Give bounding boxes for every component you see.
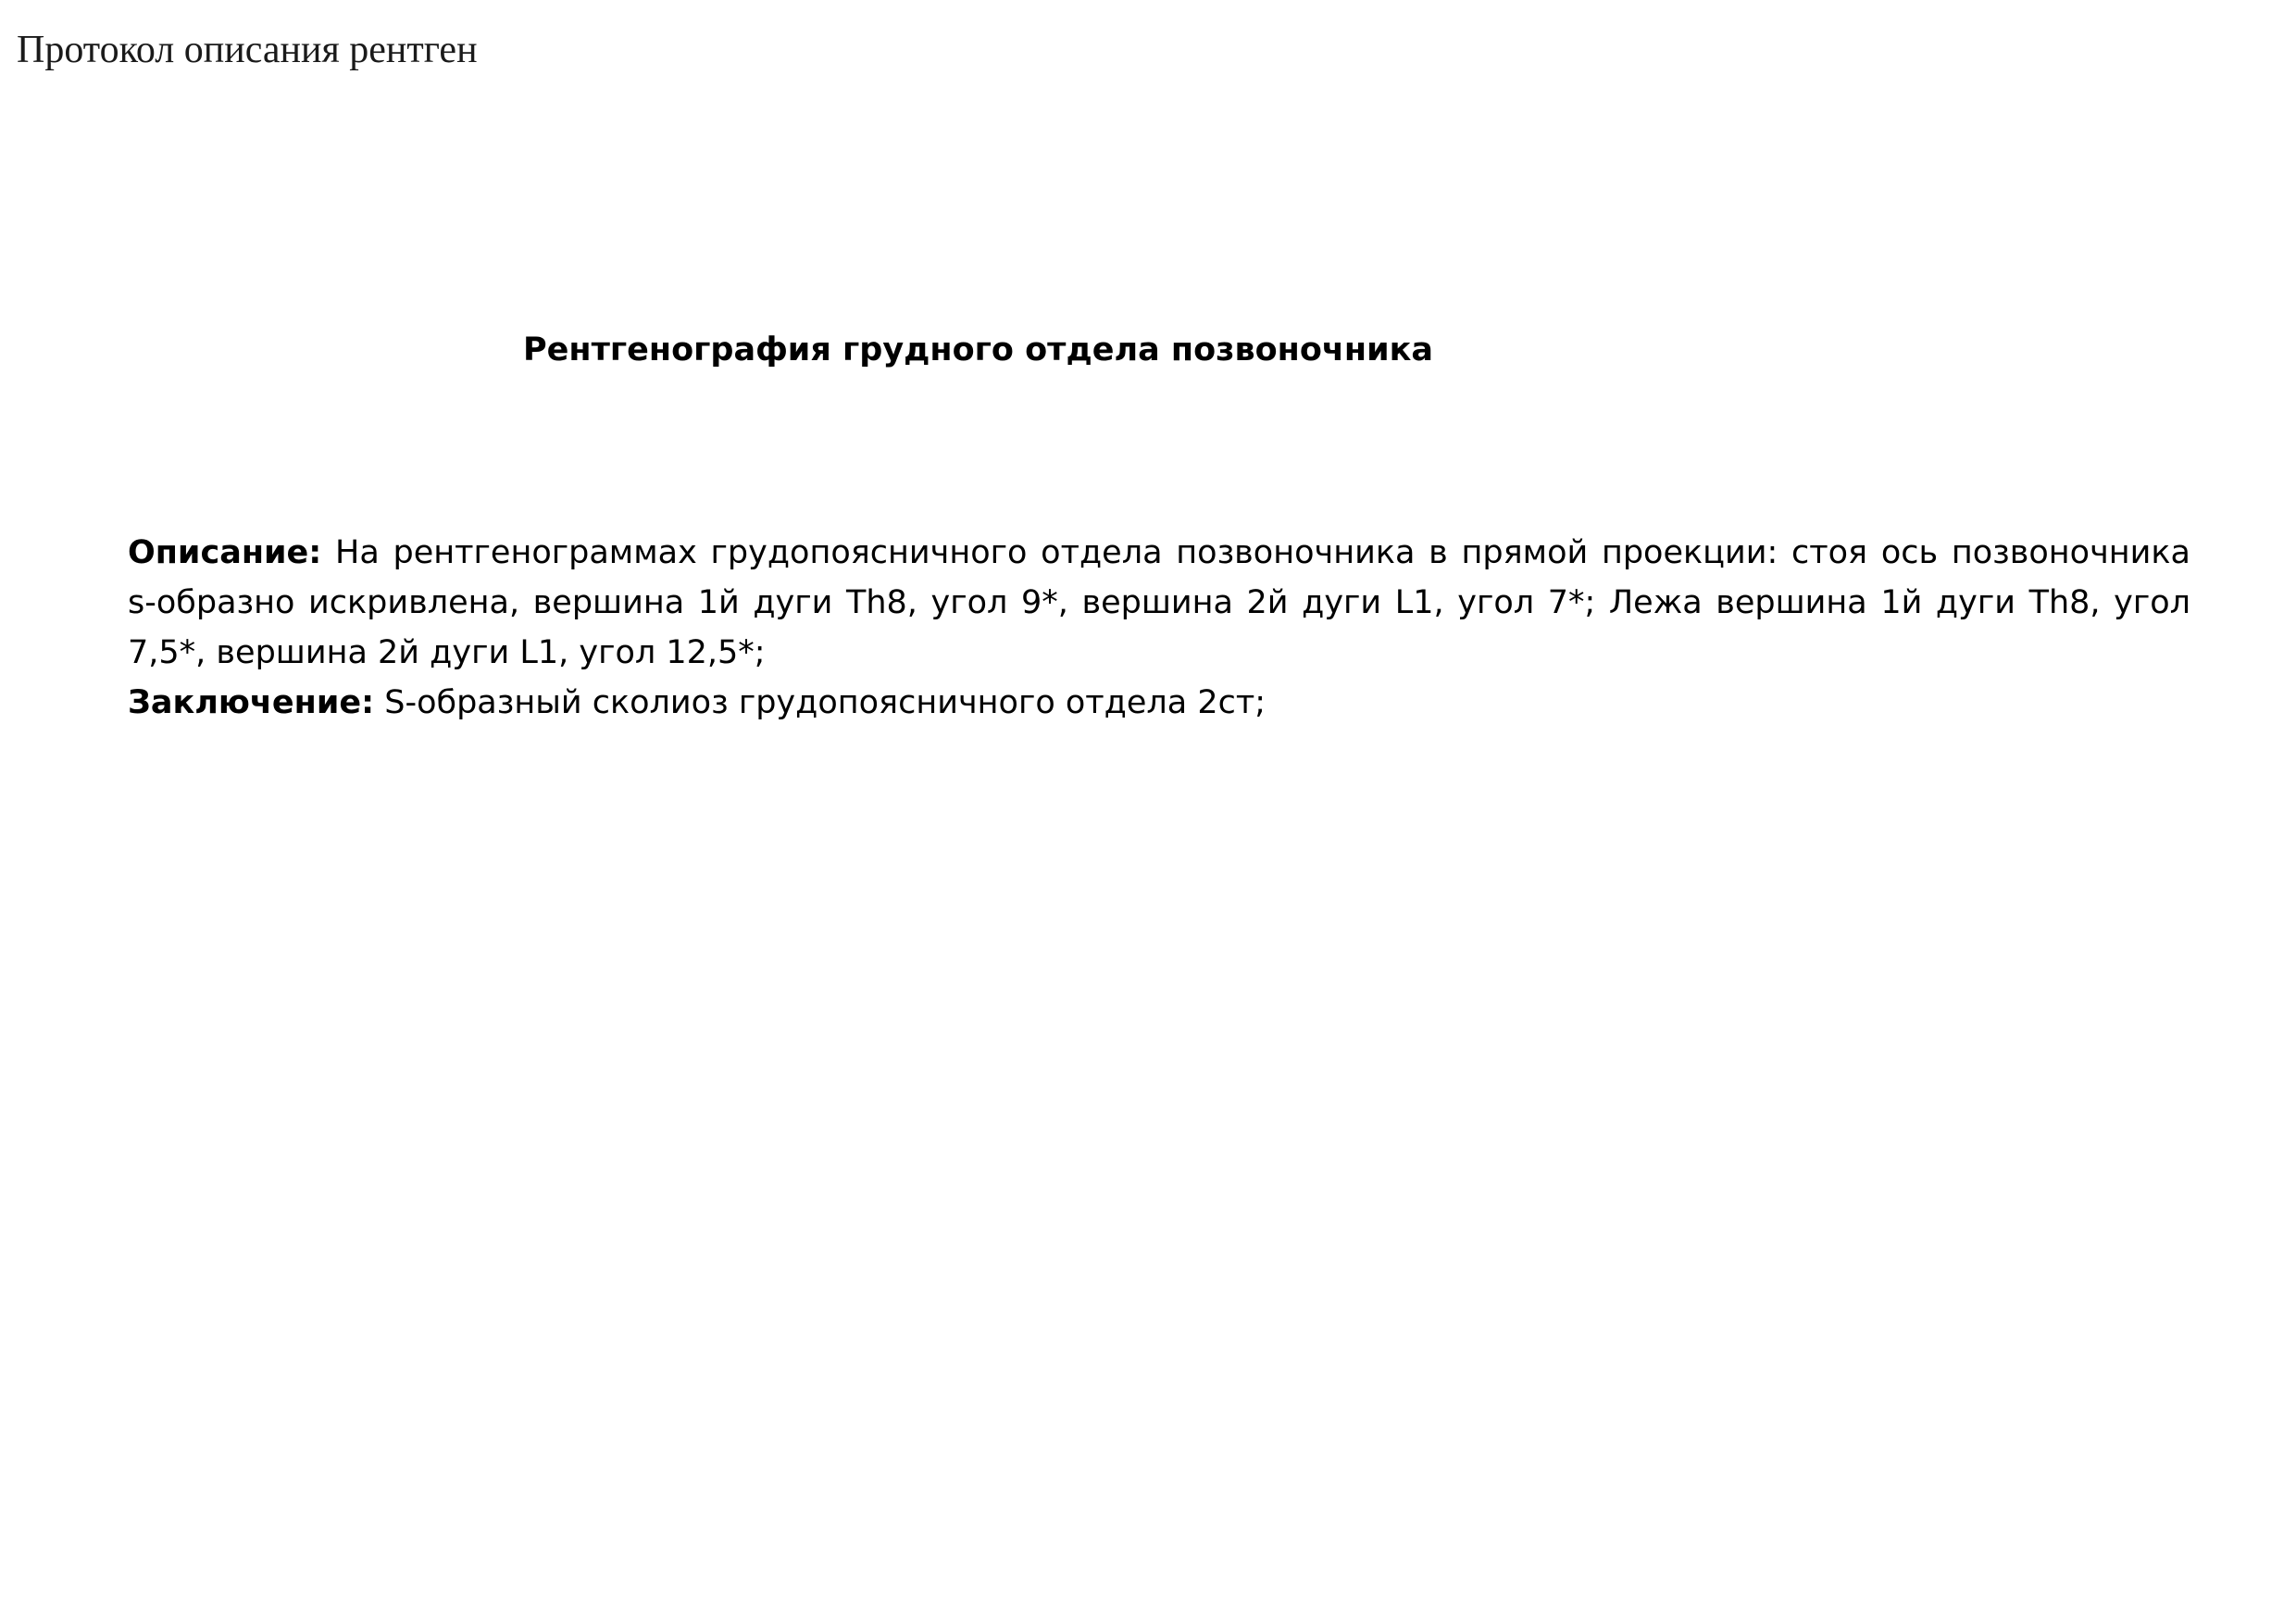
page-header: Протокол описания рентген — [17, 29, 478, 71]
conclusion-paragraph — [128, 678, 2190, 728]
conclusion-text: S-образный сколиоз грудопоясничного отдела 2ст; — [384, 684, 1267, 721]
description-paragraph — [128, 528, 2190, 678]
conclusion-label: Заключение: — [128, 684, 375, 721]
description-label: Описание: — [128, 534, 322, 571]
document-body — [128, 528, 2190, 728]
document-title: Рентгенография грудного отдела позвоночника — [523, 331, 1434, 369]
description-text: На рентгенограммах грудопоясничного отдела позвоночника в прямой проекции: стоя ось позвоночника s-образно искривлена, вершина 1й дуги Th8, угол 9*, вершина 2й дуги L1, угол 7*; Лежа вершина 1й дуги Th8, угол 7,5*, вершина 2й дуги L1, угол 12,5*; — [128, 534, 2190, 671]
